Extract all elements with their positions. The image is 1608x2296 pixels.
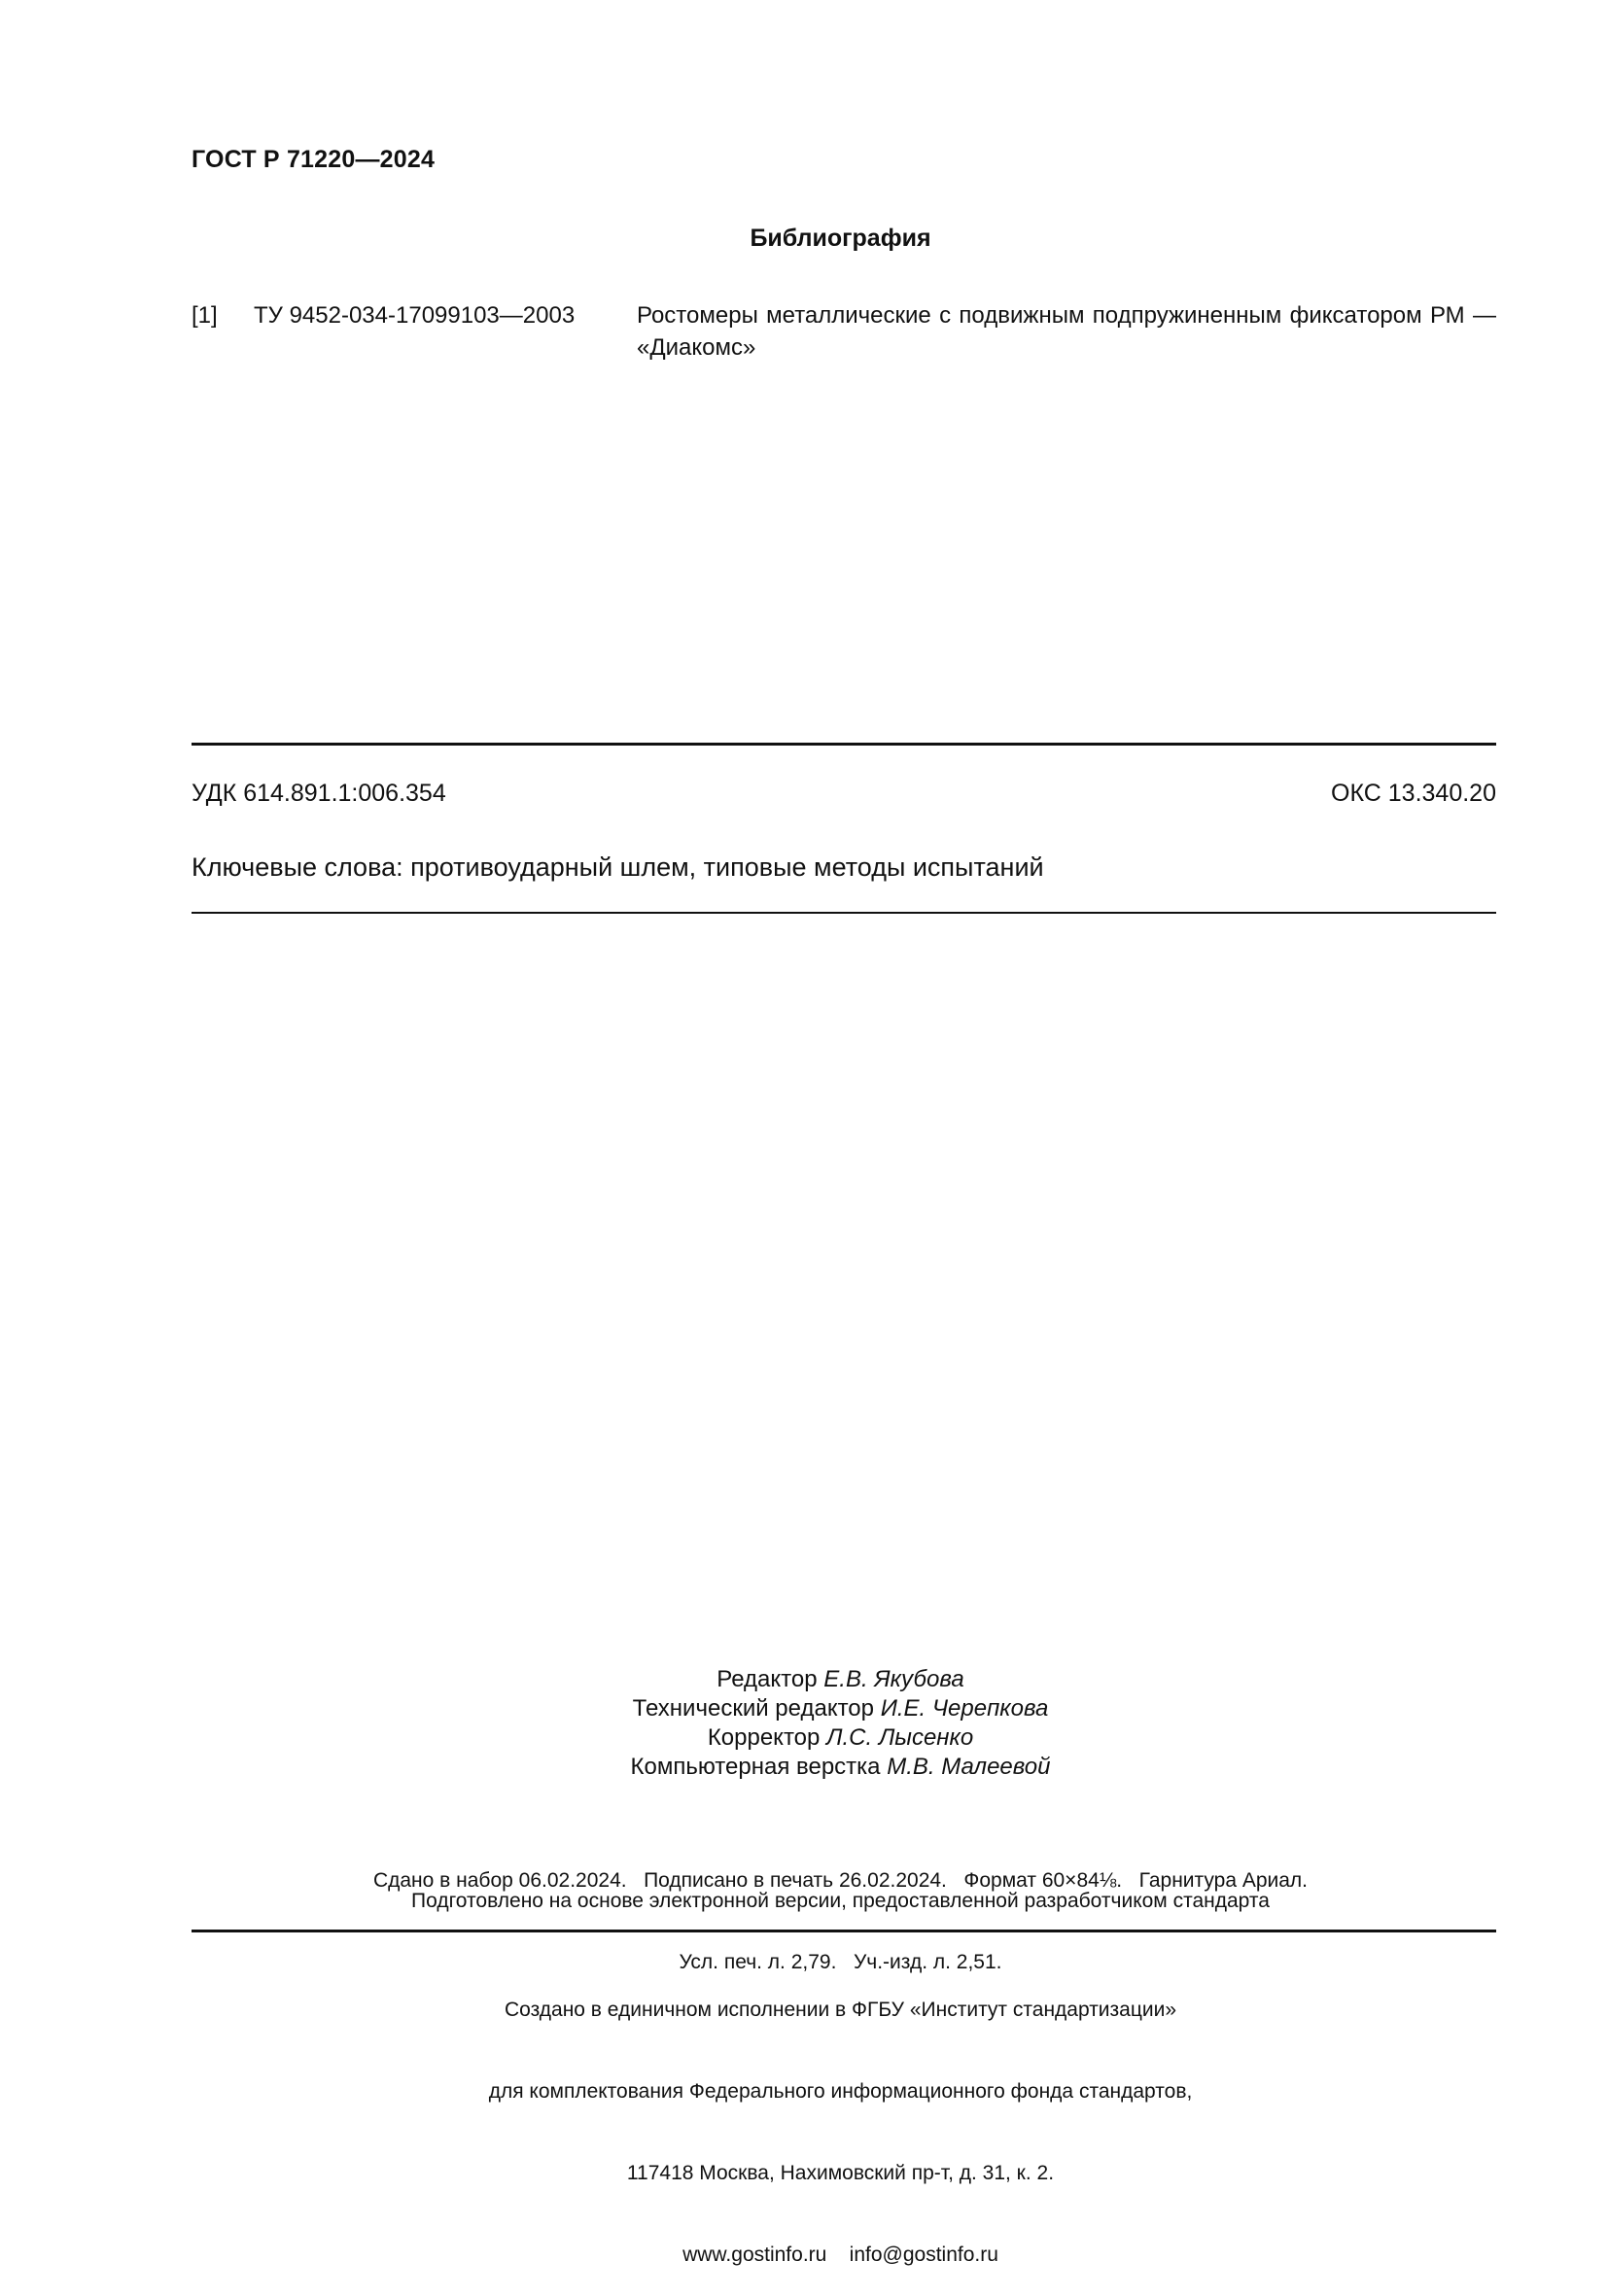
print-info-line: Усл. печ. л. 2,79. Уч.-изд. л. 2,51.: [679, 1951, 1002, 1973]
bibliography-entry-number: [1]: [192, 302, 218, 329]
credit-proofreader: [73, 1723, 1608, 1753]
divider-top: [192, 743, 1496, 746]
prepared-note: Подготовлено на основе электронной версии, предоставленной разработчиком стандарта: [411, 1890, 1270, 1912]
publisher-contacts: www.gostinfo.ru info@gostinfo.ru: [682, 2244, 998, 2266]
credit-role: Компьютерная верстка: [630, 1754, 881, 1780]
publisher-block: [0, 1942, 1608, 2296]
print-info-line: Сдано в набор 06.02.2024. Подписано в печать 26.02.2024. Формат 60×84⅛. Гарнитура Ариал.: [372, 1869, 1309, 1892]
bibliography-entry-code: ТУ 9452-034-17099103—2003: [254, 302, 576, 329]
credit-editor: [73, 1665, 1608, 1694]
credit-person: И.Е. Черепкова: [880, 1695, 1049, 1722]
credit-role: Корректор: [707, 1724, 821, 1751]
credits-block: [0, 1665, 1608, 1782]
credit-person: Е.В. Якубова: [823, 1666, 964, 1692]
credit-role: Редактор: [717, 1666, 818, 1692]
divider-bottom: [192, 1930, 1496, 1932]
oks-code: ОКС 13.340.20: [1331, 780, 1496, 807]
publisher-address: 117418 Москва, Нахимовский пр-т, д. 31, к. 2.: [626, 2162, 1055, 2184]
divider-keywords: [192, 912, 1496, 914]
bibliography-entry-text: Ростомеры металлические с подвижным подпружиненным фиксатором РМ — «Диакомс»: [637, 302, 1496, 361]
credit-person: Л.С. Лысенко: [826, 1724, 974, 1751]
standard-code: ГОСТ Р 71220—2024: [192, 146, 436, 173]
publisher-line: Создано в единичном исполнении в ФГБУ «Институт стандартизации»: [504, 1999, 1177, 2021]
keywords: Ключевые слова: противоударный шлем, типовые методы испытаний: [192, 852, 1044, 882]
udk-code: УДК 614.891.1:006.354: [192, 780, 446, 807]
bibliography-title: Библиография: [750, 225, 931, 252]
credit-technical-editor: [73, 1694, 1608, 1723]
publisher-line: для комплектования Федерального информационного фонда стандартов,: [488, 2080, 1193, 2103]
credit-person: М.В. Малеевой: [887, 1754, 1051, 1780]
credit-layout: [73, 1753, 1608, 1782]
credit-role: Технический редактор: [632, 1695, 875, 1722]
